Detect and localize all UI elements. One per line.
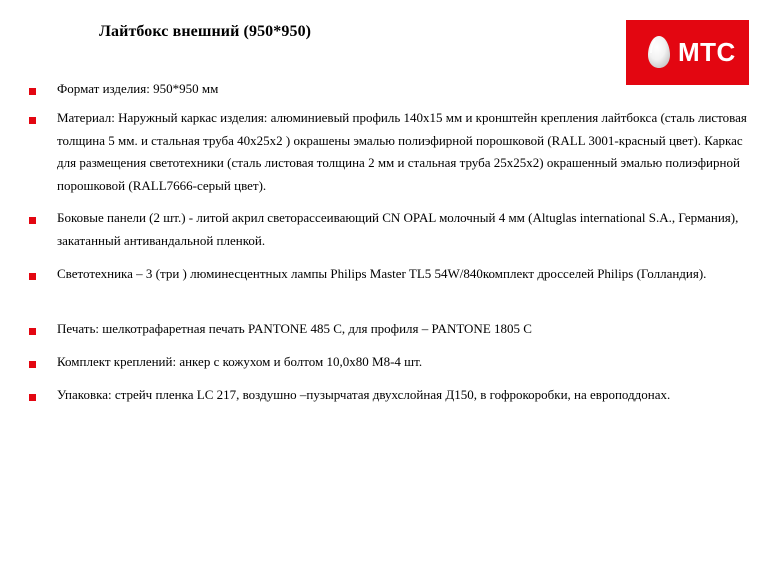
list-item-text: Материал: Наружный каркас изделия: алюминиевый профиль 140х15 мм и кронштейн крепления лайтбокса (сталь листовая толщина 5 мм. и стальная труба 40х25х2 ) окрашены эмалью полиэфирной порошковой (RALL 3001-красный цвет). Каркас для размещения светотехники (сталь листовая толщина 2 мм и стальная труба 25х25х2) окрашенный эмалью полиэфирной порошковой (RALL7666-серый цвет). (57, 110, 747, 193)
list-item-text: Светотехника – 3 (три ) люминесцентных лампы Philips Master TL5 54W/840комплект дросселей Philips (Голландия). (57, 266, 707, 281)
list-item-text: Упаковка: стрейч пленка LC 217, воздушно –пузырчатая двухслойная Д150, в гофрокоробки, на европоддонах. (57, 387, 671, 402)
egg-icon (646, 35, 672, 69)
bullet-square-icon (29, 273, 36, 280)
bullet-square-icon (29, 361, 36, 368)
bullet-square-icon (29, 328, 36, 335)
bullet-square-icon (29, 88, 36, 95)
list-item-text: Печать: шелкотрафаретная печать PANTONE 485 C, для профиля – PANTONE 1805 C (57, 321, 532, 336)
list-item-text: Комплект креплений: анкер с кожухом и болтом 10,0х80 М8-4 шт. (57, 354, 423, 369)
bullet-square-icon (29, 117, 36, 124)
list-item-text: Формат изделия: 950*950 мм (57, 81, 219, 96)
logo-text: МТС (678, 37, 736, 67)
page-title: Лайтбокс внешний (950*950) (99, 23, 312, 40)
bullet-square-icon (29, 217, 36, 224)
mts-logo (626, 20, 749, 85)
list-item-text: Боковые панели (2 шт.) - литой акрил светорассеивающий CN OPAL молочный 4 мм (Altuglas international S.A., Германия), закатанный антивандальной пленкой. (57, 210, 739, 248)
bullet-square-icon (29, 394, 36, 401)
